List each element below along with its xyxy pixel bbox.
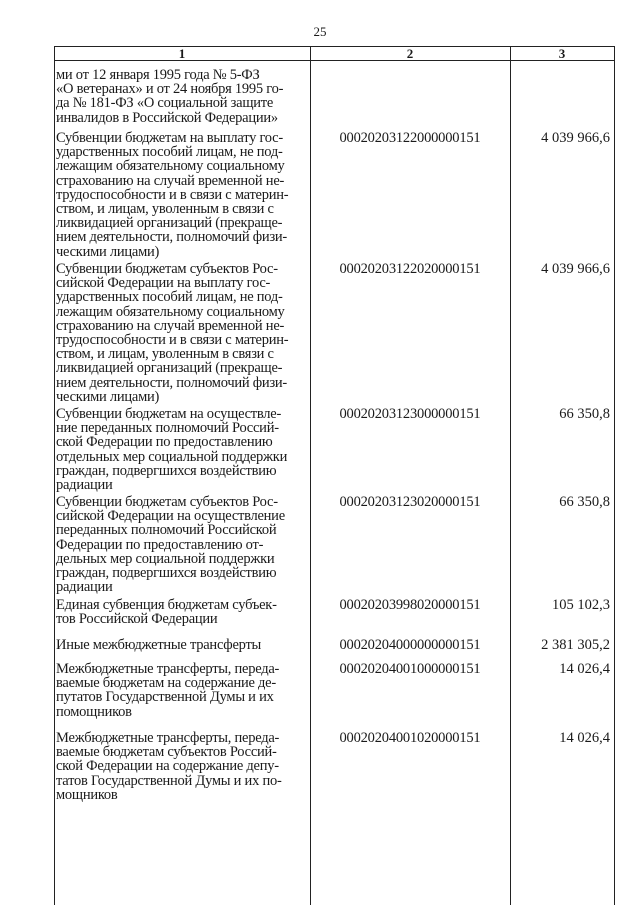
table-header-row	[54, 47, 614, 61]
description-line: лежащим обязательному социальному	[56, 303, 285, 320]
description-line: ческими лицами)	[56, 388, 160, 405]
description-line: Субвенции бюджетам на выплату гос-	[56, 130, 283, 146]
description-line: радиации	[56, 579, 113, 596]
description-line: мощников	[56, 786, 118, 803]
amount-value: 66 350,8	[559, 494, 610, 510]
description-line: помощников	[56, 703, 132, 720]
amount-value: 105 102,3	[552, 597, 610, 613]
amount-value: 14 026,4	[559, 661, 610, 677]
description-line: тов Российской Федерации	[56, 611, 218, 628]
description-line: ской Федерации по предоставлению	[56, 434, 273, 451]
description-line: трудоспособности и в связи с материн-	[56, 186, 289, 203]
amount-value: 4 039 966,6	[541, 130, 610, 146]
description-line: ние переданных полномочий Россий-	[56, 420, 279, 437]
description-line: ликвидацией организаций (прекраще-	[56, 360, 283, 377]
description-line: трудоспособности и в связи с материн-	[56, 332, 289, 349]
table-left-border	[54, 46, 55, 905]
description-line: да № 181-ФЗ «О социальной защите	[56, 95, 274, 112]
description-line: Межбюджетные трансферты, переда-	[56, 730, 280, 746]
description-line: сийской Федерации на осуществление	[56, 508, 285, 525]
budget-code: 00020204001020000151	[339, 730, 481, 746]
description-line: Субвенции бюджетам на осуществле-	[56, 406, 282, 422]
description-line: страхованию на случай временной не-	[56, 172, 285, 189]
column-header-3: 3	[558, 46, 566, 61]
description-line: ством, и лицам, уволенным в связи с	[56, 346, 274, 363]
budget-code: 00020203123000000151	[339, 406, 481, 422]
description-line: татов Государственной Думы и их по-	[56, 772, 282, 789]
row-description	[56, 68, 308, 125]
budget-code: 00020203998020000151	[339, 597, 481, 613]
row-description	[56, 131, 308, 259]
budget-code: 00020203122000000151	[339, 130, 481, 146]
description-line: ударственных пособий лицам, не под-	[56, 289, 283, 306]
column-divider-1	[310, 46, 311, 905]
description-line: нием деятельности, полномочий физи-	[56, 229, 288, 246]
description-line: ством, и лицам, уволенным в связи с	[56, 201, 274, 218]
amount-value: 14 026,4	[559, 730, 610, 746]
description-line: ческими лицами)	[56, 243, 160, 260]
description-line: Субвенции бюджетам субъектов Рос-	[56, 494, 278, 510]
description-line: путатов Государственной Думы и их	[56, 689, 274, 706]
row-description	[56, 731, 308, 802]
table-right-border	[614, 46, 615, 905]
description-line: отдельных мер социальной поддержки	[56, 448, 288, 465]
budget-code: 00020204000000000151	[339, 637, 481, 653]
description-line: переданных полномочий Российской	[56, 522, 277, 539]
description-line: «О ветеранах» и от 24 ноября 1995 го-	[56, 81, 284, 98]
description-line: сийской Федерации на выплату гос-	[56, 275, 271, 292]
description-line: Иные межбюджетные трансферты	[56, 637, 262, 653]
description-line: Субвенции бюджетам субъектов Рос-	[56, 261, 278, 277]
description-line: радиации	[56, 477, 113, 494]
description-line: граждан, подвергшихся воздействию	[56, 462, 277, 479]
row-description	[56, 662, 308, 719]
description-line: ской Федерации на содержание депу-	[56, 758, 279, 775]
row-description	[56, 598, 308, 626]
description-line: ударственных пособий лицам, не под-	[56, 144, 283, 161]
description-line: лежащим обязательному социальному	[56, 158, 285, 175]
row-description	[56, 407, 308, 492]
description-line: Единая субвенция бюджетам субъек-	[56, 597, 277, 613]
description-line: ми от 12 января 1995 года № 5-ФЗ	[56, 67, 260, 83]
amount-value: 2 381 305,2	[541, 637, 610, 653]
description-line: ликвидацией организаций (прекраще-	[56, 215, 283, 232]
description-line: дельных мер социальной поддержки	[56, 550, 275, 567]
row-description	[56, 638, 308, 652]
row-description	[56, 262, 308, 404]
description-line: инвалидов в Российской Федерации»	[56, 109, 278, 126]
column-divider-2	[510, 46, 511, 905]
amount-value: 4 039 966,6	[541, 261, 610, 277]
budget-code: 00020203122020000151	[339, 261, 481, 277]
description-line: ваемые бюджетам субъектов Россий-	[56, 744, 277, 761]
row-description	[56, 495, 308, 594]
description-line: Межбюджетные трансферты, переда-	[56, 661, 280, 677]
description-line: Федерации по предоставлению от-	[56, 536, 264, 553]
description-line: нием деятельности, полномочий физи-	[56, 374, 288, 391]
description-line: страхованию на случай временной не-	[56, 317, 285, 334]
description-line: граждан, подвергшихся воздействию	[56, 565, 277, 582]
page-number: 25	[313, 24, 327, 39]
column-header-1: 1	[178, 46, 186, 61]
budget-code: 00020203123020000151	[339, 494, 481, 510]
amount-value: 66 350,8	[559, 406, 610, 422]
budget-code: 00020204001000000151	[339, 661, 481, 677]
column-header-2: 2	[406, 46, 414, 61]
description-line: ваемые бюджетам на содержание де-	[56, 675, 276, 692]
